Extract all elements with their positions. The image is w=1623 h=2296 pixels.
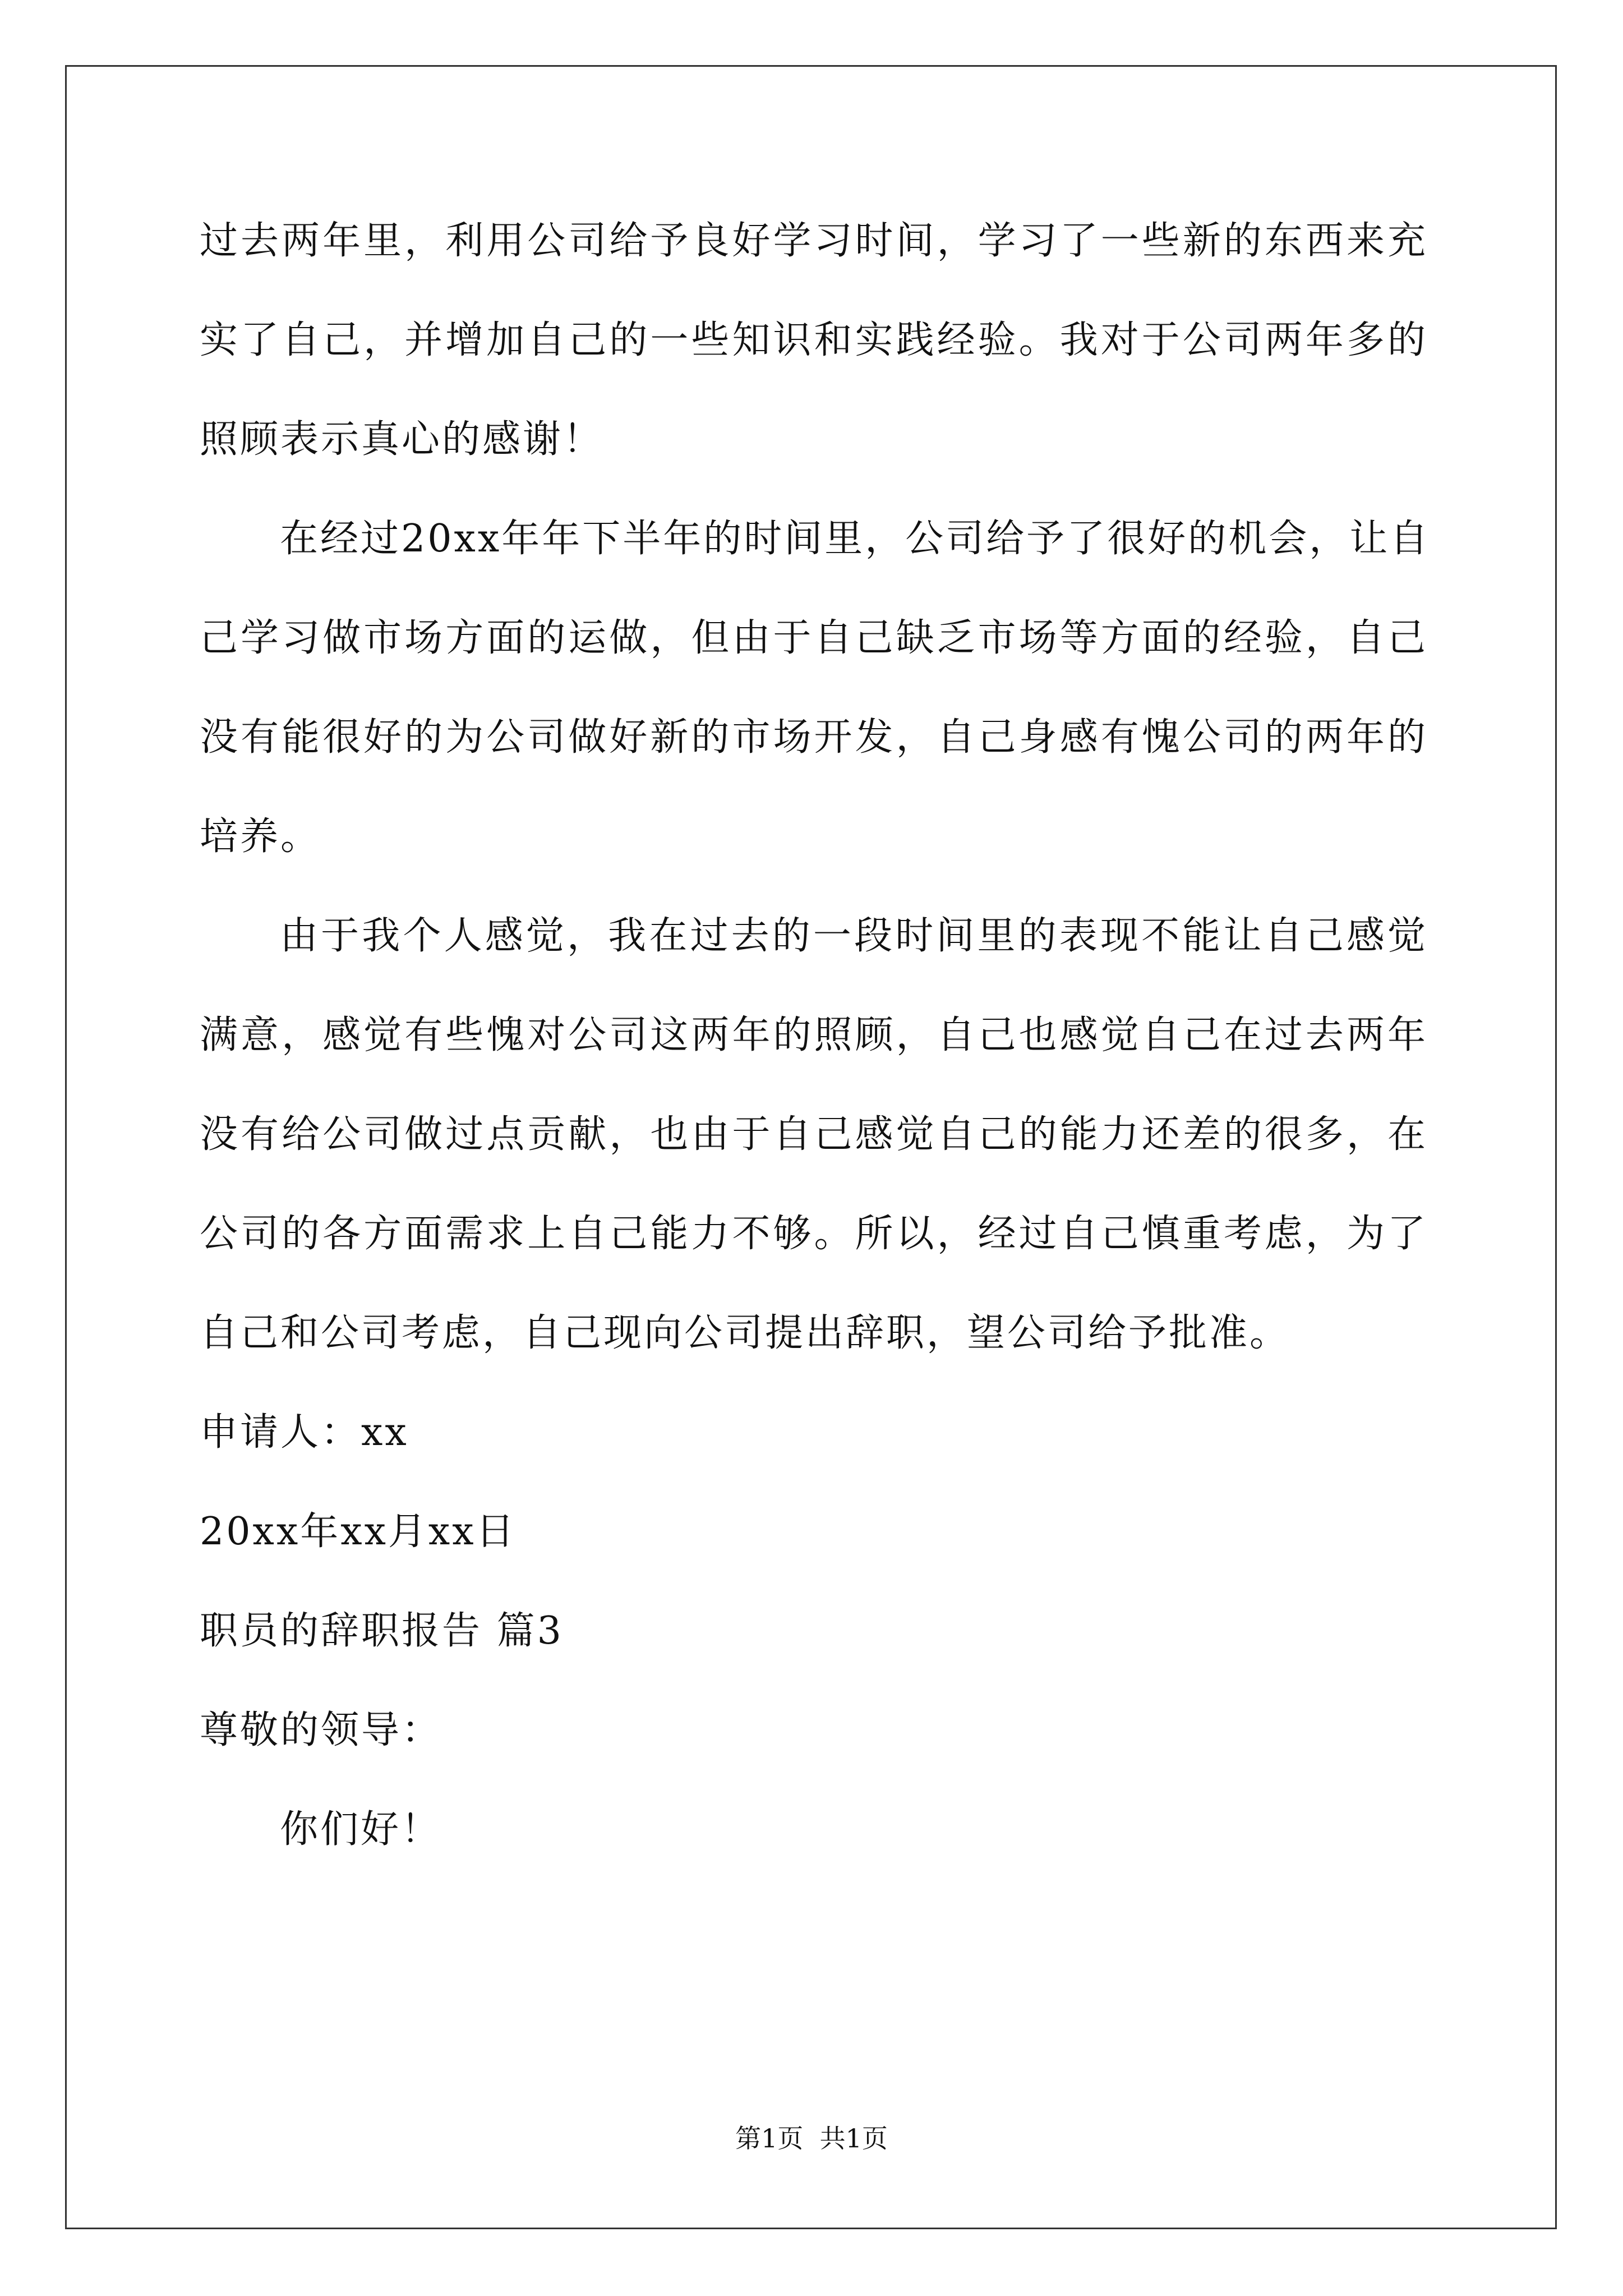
paragraph-line: 己学习做市场方面的运做，但由于自己缺乏市场等方面的经验，自己 <box>200 616 1428 660</box>
paragraph-line: 满意，感觉有些愧对公司这两年的照顾，自己也感觉自己在过去两年 <box>200 1013 1428 1057</box>
page-footer: 第1页 共1页 <box>735 2123 888 2154</box>
paragraph-line: 自己和公司考虑，自己现向公司提出辞职，望公司给予批准。 <box>200 1311 1290 1355</box>
paragraph-line: 没有给公司做过点贡献，也由于自己感觉自己的能力还差的很多，在 <box>200 1112 1428 1157</box>
section-title: 职员的辞职报告 篇3 <box>200 1609 564 1653</box>
paragraph-line: 过去两年里，利用公司给予良好学习时间，学习了一些新的东西来充 <box>200 219 1428 263</box>
paragraph-line: 照顾表示真心的感谢！ <box>200 417 604 462</box>
applicant-line: 申请人：xx <box>200 1410 409 1455</box>
paragraph-line: 由于我个人感觉，我在过去的一段时间里的表现不能让自己感觉 <box>280 914 1428 958</box>
paragraph-line: 培养。 <box>200 815 321 859</box>
date-line: 20xx年xx月xx日 <box>200 1510 517 1554</box>
paragraph-line: 在经过20xx年年下半年的时间里，公司给予了很好的机会，让自 <box>280 517 1431 561</box>
paragraph-line: 实了自己，并增加自己的一些知识和实践经验。我对于公司两年多的 <box>200 318 1428 362</box>
salutation: 尊敬的领导： <box>200 1708 442 1752</box>
paragraph-line: 没有能很好的为公司做好新的市场开发，自己身感有愧公司的两年的 <box>200 715 1428 760</box>
paragraph-line: 公司的各方面需求上自己能力不够。所以，经过自己慎重考虑，为了 <box>200 1212 1428 1256</box>
greeting: 你们好！ <box>280 1807 442 1852</box>
